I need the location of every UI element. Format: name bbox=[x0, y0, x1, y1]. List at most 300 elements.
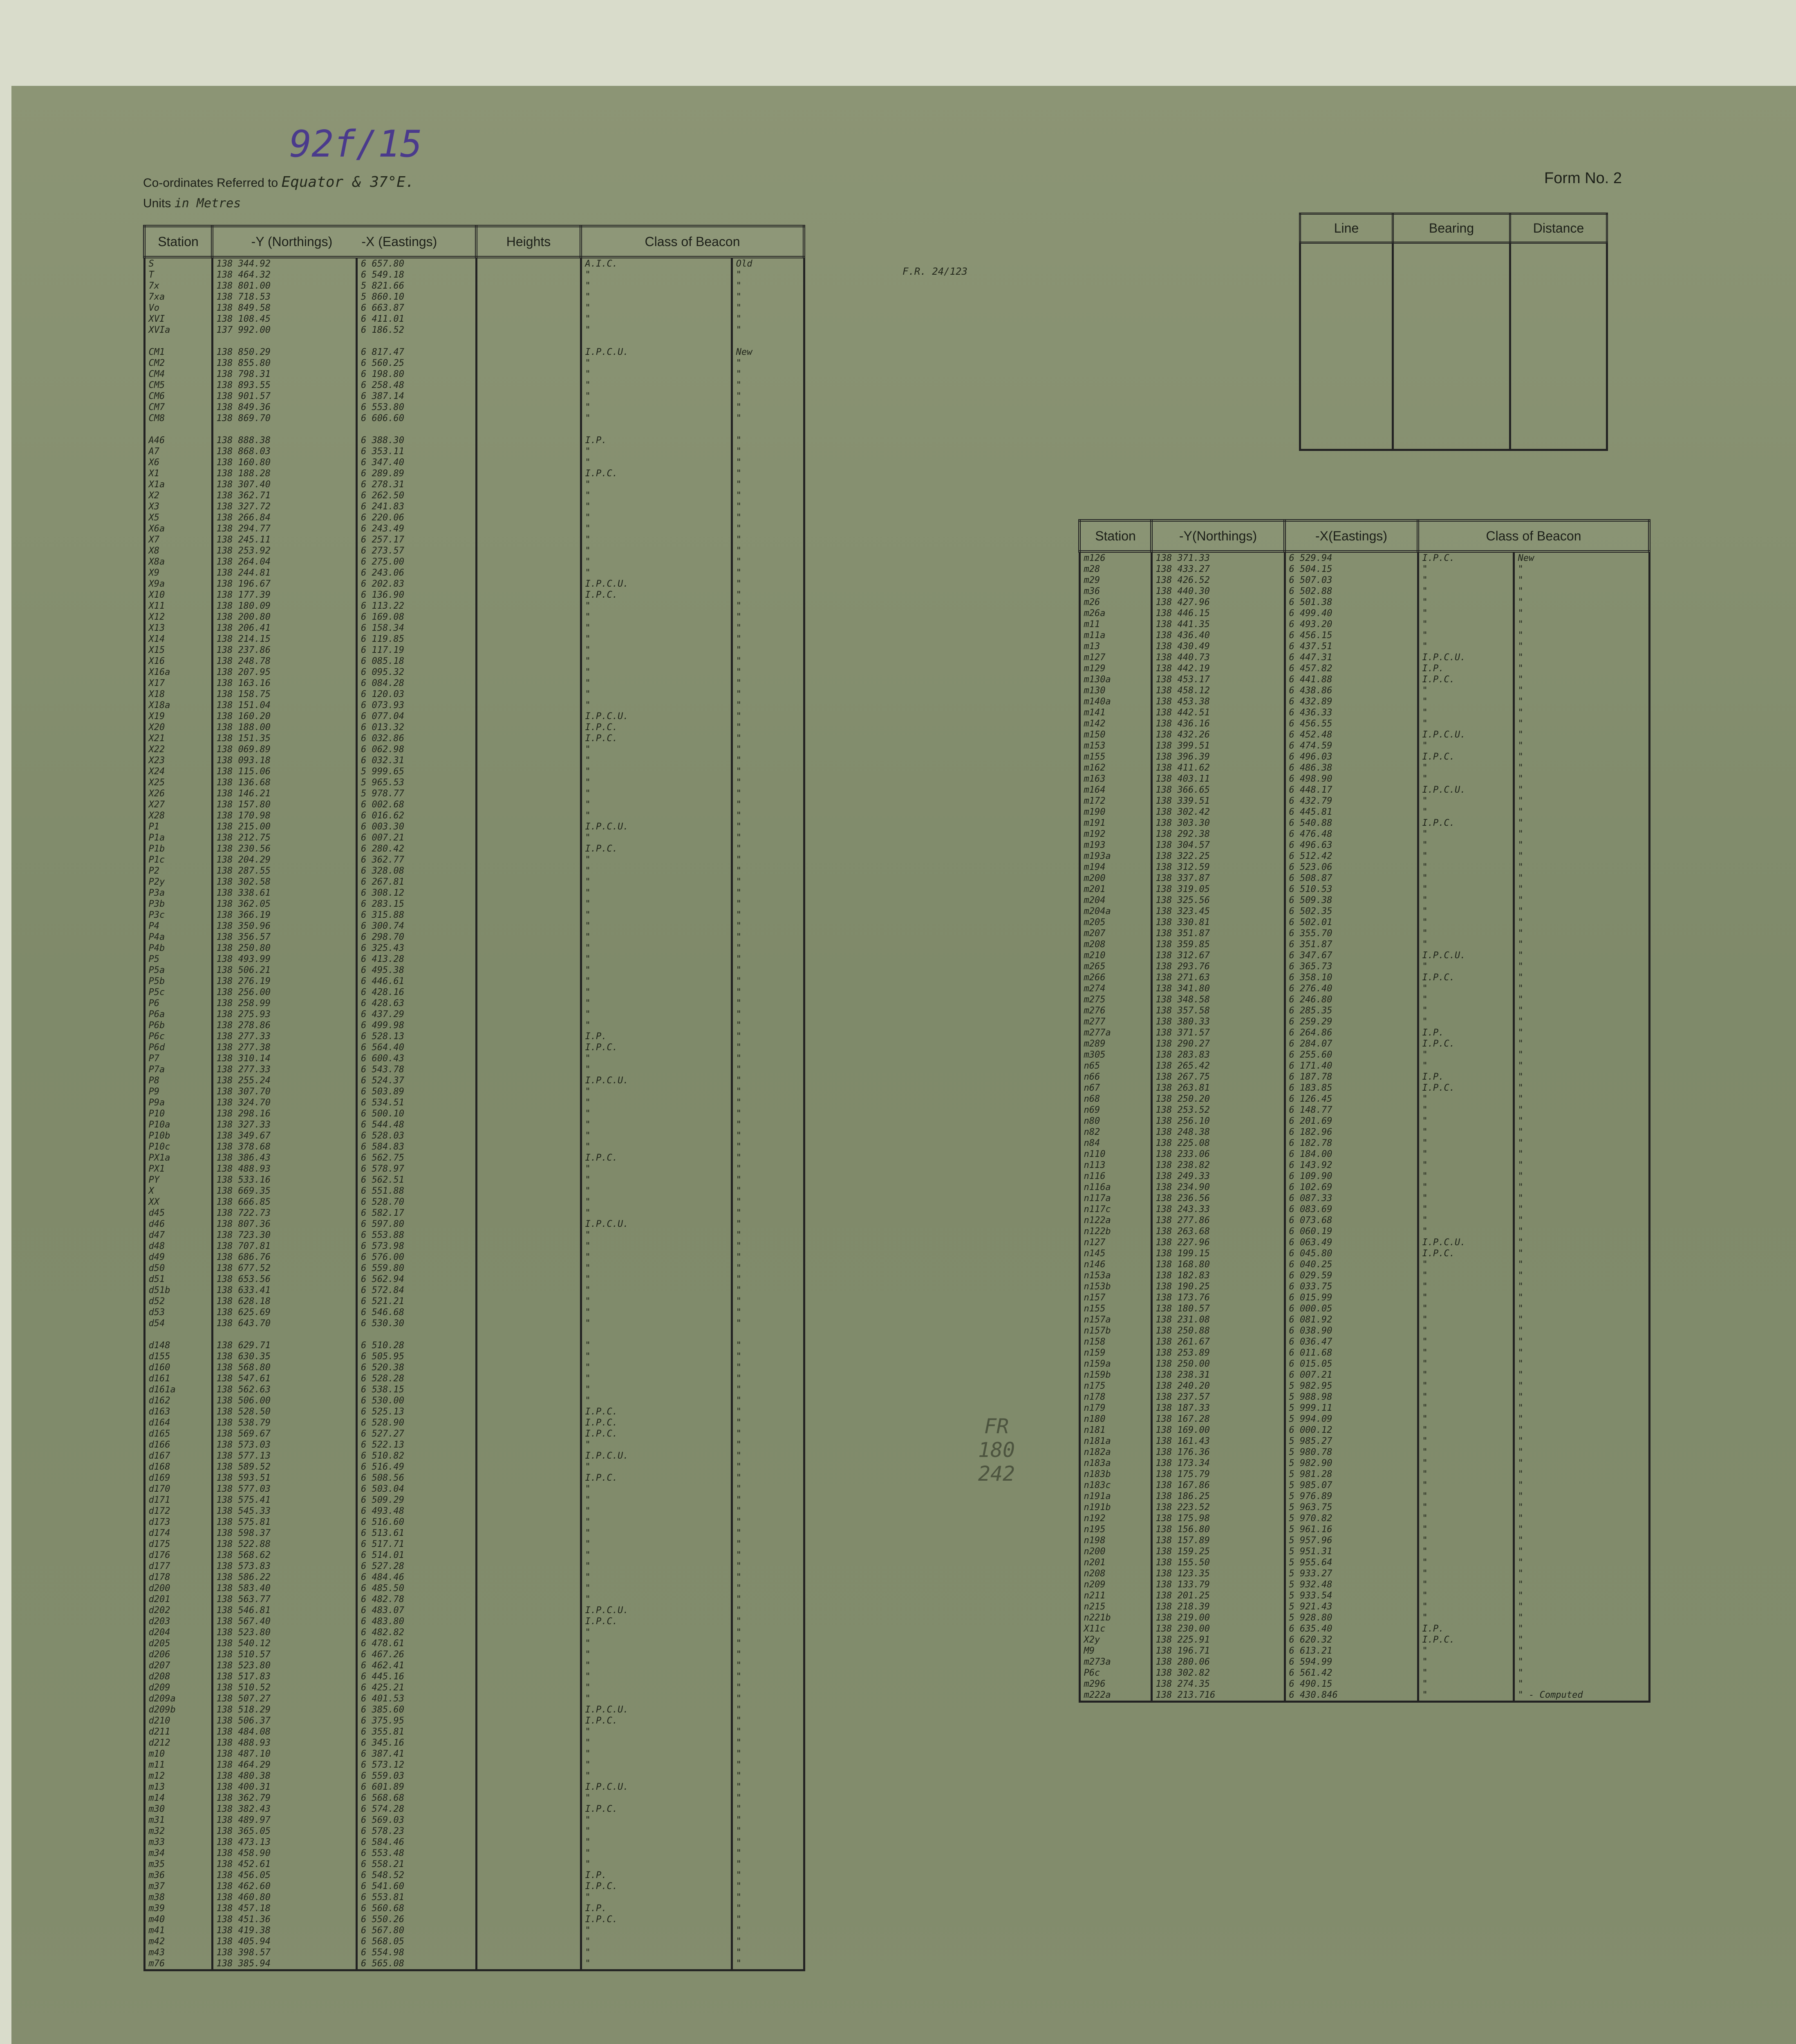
table-cell: I.P. bbox=[1418, 1027, 1514, 1038]
table-cell: " bbox=[1514, 1524, 1649, 1535]
table-cell: " bbox=[1514, 575, 1649, 586]
table-cell: 6 275.00 bbox=[357, 556, 477, 567]
table-cell: n157a bbox=[1079, 1314, 1151, 1325]
table-cell: " bbox=[581, 755, 732, 766]
table-cell: 138 686.76 bbox=[212, 1252, 357, 1263]
table-cell: " bbox=[581, 1230, 732, 1241]
table-cell: " bbox=[1514, 751, 1649, 762]
table-cell: n146 bbox=[1079, 1259, 1151, 1270]
table-cell: 138 175.79 bbox=[1151, 1469, 1285, 1480]
table-cell: 5 980.78 bbox=[1285, 1447, 1418, 1458]
heights-cell bbox=[476, 1152, 581, 1163]
heights-cell bbox=[476, 1947, 581, 1958]
table-row bbox=[144, 1517, 804, 1528]
table-cell: d164 bbox=[144, 1417, 212, 1428]
table-cell: I.P.C. bbox=[1418, 1248, 1514, 1259]
table-cell: 138 267.75 bbox=[1151, 1071, 1285, 1083]
table-cell: " bbox=[732, 291, 804, 303]
table-cell: " bbox=[732, 1550, 804, 1561]
table-cell: 6 169.08 bbox=[357, 612, 477, 623]
table-cell: " bbox=[732, 645, 804, 656]
table-cell: " bbox=[1514, 950, 1649, 961]
table-cell: 6 220.06 bbox=[357, 512, 477, 523]
table-cell: 138 069.89 bbox=[212, 744, 357, 755]
table-row bbox=[144, 832, 804, 843]
table-row bbox=[144, 1859, 804, 1870]
table-cell: " bbox=[1514, 1038, 1649, 1049]
table-cell: " bbox=[732, 1594, 804, 1605]
table-cell: " bbox=[1418, 1049, 1514, 1060]
table-cell: P6a bbox=[144, 1009, 212, 1020]
table-row bbox=[1079, 1127, 1649, 1138]
table-cell: S bbox=[144, 257, 212, 269]
table-cell: 6 578.23 bbox=[357, 1826, 477, 1837]
col-distance: Distance bbox=[1510, 214, 1607, 243]
table-row bbox=[1079, 1116, 1649, 1127]
table-cell: n215 bbox=[1079, 1601, 1151, 1612]
table-row bbox=[144, 1715, 804, 1726]
table-cell: 6 347.67 bbox=[1285, 950, 1418, 961]
heights-cell bbox=[476, 1859, 581, 1870]
table-cell: " bbox=[732, 1903, 804, 1914]
table-cell: " bbox=[1418, 906, 1514, 917]
heights-cell bbox=[476, 1793, 581, 1804]
table-cell: m37 bbox=[144, 1881, 212, 1892]
table-row bbox=[144, 1914, 804, 1925]
table-cell: 6 345.16 bbox=[357, 1737, 477, 1748]
table-cell: 6 559.80 bbox=[357, 1263, 477, 1274]
table-cell: " bbox=[581, 1660, 732, 1671]
table-cell: " bbox=[581, 1174, 732, 1186]
table-cell: " bbox=[1514, 1557, 1649, 1568]
table-row bbox=[1079, 1193, 1649, 1204]
table-row bbox=[1079, 1634, 1649, 1645]
table-cell: " bbox=[1418, 1116, 1514, 1127]
heights-cell bbox=[476, 1903, 581, 1914]
table-cell: X18a bbox=[144, 700, 212, 711]
table-cell: " bbox=[732, 711, 804, 722]
table-row bbox=[1079, 1502, 1649, 1513]
table-cell: d54 bbox=[144, 1318, 212, 1329]
table-row bbox=[144, 1119, 804, 1130]
table-cell: PX1a bbox=[144, 1152, 212, 1163]
table-cell: 138 798.31 bbox=[212, 369, 357, 380]
table-row bbox=[1079, 1160, 1649, 1171]
table-cell: 138 225.08 bbox=[1151, 1138, 1285, 1149]
table-row bbox=[1079, 1491, 1649, 1502]
table-cell: 138 277.33 bbox=[212, 1064, 357, 1075]
table-cell: 138 307.40 bbox=[212, 479, 357, 490]
heights-cell bbox=[476, 1020, 581, 1031]
table-cell: 138 304.57 bbox=[1151, 840, 1285, 851]
table-cell: 138 356.57 bbox=[212, 932, 357, 943]
table-cell: n179 bbox=[1079, 1403, 1151, 1414]
table-cell: 138 238.82 bbox=[1151, 1160, 1285, 1171]
table-cell: I.P.C. bbox=[1418, 818, 1514, 829]
heights-cell bbox=[476, 1461, 581, 1472]
bearing-cell bbox=[1300, 243, 1393, 450]
table-cell: 6 430.846 bbox=[1285, 1690, 1418, 1702]
table-cell: " bbox=[1514, 1634, 1649, 1645]
table-row bbox=[1079, 762, 1649, 773]
table-cell: " bbox=[732, 1197, 804, 1208]
table-cell: " bbox=[1418, 762, 1514, 773]
table-cell: n201 bbox=[1079, 1557, 1151, 1568]
heights-cell bbox=[476, 777, 581, 788]
table-cell: 138 093.18 bbox=[212, 755, 357, 766]
table-cell: 6 561.42 bbox=[1285, 1667, 1418, 1679]
table-cell: I.P.C. bbox=[581, 1804, 732, 1815]
table-cell: " bbox=[732, 413, 804, 424]
table-cell: 6 182.78 bbox=[1285, 1138, 1418, 1149]
table-cell: " bbox=[581, 910, 732, 921]
table-cell: 138 280.06 bbox=[1151, 1656, 1285, 1667]
table-cell: 6 573.12 bbox=[357, 1759, 477, 1771]
table-cell: " bbox=[732, 777, 804, 788]
table-cell: " bbox=[581, 744, 732, 755]
heights-cell bbox=[476, 876, 581, 888]
table-cell: m296 bbox=[1079, 1679, 1151, 1690]
table-cell: " bbox=[1514, 1116, 1649, 1127]
table-cell: " bbox=[732, 678, 804, 689]
table-cell: 6 315.88 bbox=[357, 910, 477, 921]
table-cell: " bbox=[1514, 1083, 1649, 1094]
heights-cell bbox=[476, 1241, 581, 1252]
table-cell: " bbox=[581, 1826, 732, 1837]
table-cell: 138 167.28 bbox=[1151, 1414, 1285, 1425]
table-cell: " bbox=[732, 303, 804, 314]
table-cell: " bbox=[581, 1837, 732, 1848]
table-cell: 6 502.35 bbox=[1285, 906, 1418, 917]
table-cell: d201 bbox=[144, 1594, 212, 1605]
table-cell: " bbox=[732, 325, 804, 336]
table-cell: " bbox=[1514, 1568, 1649, 1579]
table-cell: m222a bbox=[1079, 1690, 1151, 1702]
table-cell: " bbox=[1418, 1403, 1514, 1414]
table-row bbox=[144, 1461, 804, 1472]
table-cell: " bbox=[732, 1119, 804, 1130]
table-cell: " bbox=[1418, 1347, 1514, 1358]
table-cell: " bbox=[1514, 1491, 1649, 1502]
heights-cell bbox=[476, 1682, 581, 1693]
heights-cell bbox=[476, 689, 581, 700]
table-cell: " bbox=[1418, 1016, 1514, 1027]
table-row bbox=[144, 435, 804, 446]
table-cell: " bbox=[732, 1020, 804, 1031]
folio-mark: 92f/15 bbox=[289, 123, 423, 166]
table-cell: " bbox=[1514, 928, 1649, 939]
table-cell: " bbox=[732, 1130, 804, 1141]
table-row bbox=[1079, 1259, 1649, 1270]
table-cell: d48 bbox=[144, 1241, 212, 1252]
table-cell: New bbox=[732, 347, 804, 358]
table-cell: 6 413.28 bbox=[357, 954, 477, 965]
table-cell: " bbox=[1514, 1226, 1649, 1237]
table-cell: 6 446.61 bbox=[357, 976, 477, 987]
table-cell: I.P.C. bbox=[581, 1616, 732, 1627]
table-cell: 6 007.21 bbox=[1285, 1369, 1418, 1381]
table-cell: X17 bbox=[144, 678, 212, 689]
table-row bbox=[144, 1881, 804, 1892]
table-cell: " bbox=[581, 1671, 732, 1682]
table-cell: 6 528.13 bbox=[357, 1031, 477, 1042]
heights-cell bbox=[476, 943, 581, 954]
table-cell: " bbox=[732, 788, 804, 799]
table-row bbox=[1079, 1281, 1649, 1292]
table-row bbox=[144, 910, 804, 921]
table-cell: 6 510.82 bbox=[357, 1450, 477, 1461]
table-cell: 138 436.40 bbox=[1151, 630, 1285, 641]
table-cell: n180 bbox=[1079, 1414, 1151, 1425]
table-cell: " bbox=[581, 1318, 732, 1329]
table-cell: 6 040.25 bbox=[1285, 1259, 1418, 1270]
table-row bbox=[1079, 1458, 1649, 1469]
table-cell: 138 460.80 bbox=[212, 1892, 357, 1903]
table-cell: 6 530.00 bbox=[357, 1395, 477, 1406]
table-row bbox=[1079, 1369, 1649, 1381]
table-cell: P4a bbox=[144, 932, 212, 943]
table-cell: 6 085.18 bbox=[357, 656, 477, 667]
table-cell: " bbox=[1418, 1667, 1514, 1679]
table-row bbox=[144, 634, 804, 645]
table-cell: 138 583.40 bbox=[212, 1583, 357, 1594]
table-cell: I.P.C. bbox=[1418, 972, 1514, 983]
table-cell: " bbox=[732, 1616, 804, 1627]
table-row bbox=[144, 413, 804, 424]
table-cell: 6 496.03 bbox=[1285, 751, 1418, 762]
margin-pencil-note: FR 180 242 bbox=[978, 1414, 1015, 1486]
table-cell: " bbox=[1418, 1358, 1514, 1369]
table-cell: 6 003.30 bbox=[357, 821, 477, 832]
table-cell: " bbox=[581, 391, 732, 402]
table-cell: 138 136.68 bbox=[212, 777, 357, 788]
table-cell: X11c bbox=[1079, 1623, 1151, 1634]
table-cell: " bbox=[732, 1726, 804, 1737]
table-cell: X13 bbox=[144, 623, 212, 634]
table-cell: d203 bbox=[144, 1616, 212, 1627]
fr-note: F.R. 24/123 bbox=[902, 266, 967, 277]
table-cell: " bbox=[732, 1682, 804, 1693]
table-row bbox=[1079, 851, 1649, 862]
table-row bbox=[1079, 597, 1649, 608]
table-row bbox=[144, 843, 804, 854]
heights-cell bbox=[476, 291, 581, 303]
table-cell: I.P.C. bbox=[581, 722, 732, 733]
table-row bbox=[144, 1318, 804, 1329]
table-cell: " bbox=[1418, 1436, 1514, 1447]
table-cell: " bbox=[1418, 1226, 1514, 1237]
table-row bbox=[1079, 1535, 1649, 1546]
table-cell: " bbox=[581, 413, 732, 424]
table-cell: 138 411.62 bbox=[1151, 762, 1285, 773]
table-row bbox=[144, 1086, 804, 1097]
table-cell: " bbox=[581, 777, 732, 788]
table-cell: 138 231.08 bbox=[1151, 1314, 1285, 1325]
table-row bbox=[144, 821, 804, 832]
table-row bbox=[144, 1384, 804, 1395]
table-cell: " bbox=[732, 623, 804, 634]
table-row bbox=[144, 479, 804, 490]
table-row bbox=[1079, 1403, 1649, 1414]
heights-cell bbox=[476, 490, 581, 501]
table-cell: 6 441.88 bbox=[1285, 674, 1418, 685]
table-row bbox=[1079, 807, 1649, 818]
table-cell: 138 243.33 bbox=[1151, 1204, 1285, 1215]
table-row bbox=[144, 1263, 804, 1274]
table-cell: " bbox=[581, 1186, 732, 1197]
table-cell: n69 bbox=[1079, 1105, 1151, 1116]
table-cell: X23 bbox=[144, 755, 212, 766]
table-cell: " bbox=[732, 1936, 804, 1947]
table-cell: 138 453.38 bbox=[1151, 696, 1285, 707]
table-cell: 6 375.95 bbox=[357, 1715, 477, 1726]
table-cell: " bbox=[1514, 1138, 1649, 1149]
table-cell: " bbox=[581, 854, 732, 865]
table-row bbox=[144, 1528, 804, 1539]
table-cell: 138 339.51 bbox=[1151, 796, 1285, 807]
table-cell: I.P.C.U. bbox=[581, 1219, 732, 1230]
table-cell: 6 171.40 bbox=[1285, 1060, 1418, 1071]
table-cell bbox=[581, 424, 732, 435]
table-cell: 138 303.30 bbox=[1151, 818, 1285, 829]
table-cell: 138 327.72 bbox=[212, 501, 357, 512]
table-cell: n191a bbox=[1079, 1491, 1151, 1502]
table-cell: X7 bbox=[144, 534, 212, 545]
table-cell: 6 264.86 bbox=[1285, 1027, 1418, 1038]
heights-cell bbox=[476, 402, 581, 413]
table-cell: " bbox=[581, 700, 732, 711]
table-cell: " bbox=[581, 1285, 732, 1296]
heights-cell bbox=[476, 888, 581, 899]
table-cell: 138 396.39 bbox=[1151, 751, 1285, 762]
table-cell: m129 bbox=[1079, 663, 1151, 674]
table-cell: 138 250.80 bbox=[212, 943, 357, 954]
heights-cell bbox=[476, 1517, 581, 1528]
table-row bbox=[144, 1439, 804, 1450]
heights-cell bbox=[476, 1771, 581, 1782]
table-cell: 138 487.10 bbox=[212, 1748, 357, 1759]
heights-cell bbox=[476, 1252, 581, 1263]
table-cell: " bbox=[581, 567, 732, 578]
table-cell: 138 292.38 bbox=[1151, 829, 1285, 840]
table-cell: " bbox=[1418, 1535, 1514, 1546]
table-cell: 6 503.04 bbox=[357, 1484, 477, 1495]
table-cell: " bbox=[1514, 1005, 1649, 1016]
table-cell: n221b bbox=[1079, 1612, 1151, 1623]
table-cell: " bbox=[732, 744, 804, 755]
table-row bbox=[144, 1406, 804, 1417]
table-cell: m305 bbox=[1079, 1049, 1151, 1060]
table-cell: " bbox=[732, 1152, 804, 1163]
table-cell: 6 516.49 bbox=[357, 1461, 477, 1472]
heights-cell bbox=[476, 1726, 581, 1737]
table-cell: m28 bbox=[1079, 564, 1151, 575]
table-cell: " bbox=[1418, 773, 1514, 784]
table-cell: 5 970.82 bbox=[1285, 1513, 1418, 1524]
table-cell: d45 bbox=[144, 1208, 212, 1219]
table-cell: " bbox=[1418, 586, 1514, 597]
table-cell: 6 584.83 bbox=[357, 1141, 477, 1152]
heights-cell bbox=[476, 1815, 581, 1826]
table-cell: " bbox=[581, 1086, 732, 1097]
table-cell: n66 bbox=[1079, 1071, 1151, 1083]
table-cell: I.P. bbox=[1418, 663, 1514, 674]
table-cell: " bbox=[1514, 1590, 1649, 1601]
table-cell: " bbox=[732, 1274, 804, 1285]
table-cell: " bbox=[732, 1340, 804, 1351]
heights-cell bbox=[476, 1892, 581, 1903]
heights-cell bbox=[476, 380, 581, 391]
table-cell: 6 187.78 bbox=[1285, 1071, 1418, 1083]
table-cell: " bbox=[581, 303, 732, 314]
table-cell: 138 253.52 bbox=[1151, 1105, 1285, 1116]
table-cell: " bbox=[732, 490, 804, 501]
table-cell: " bbox=[732, 1108, 804, 1119]
heights-cell bbox=[476, 1108, 581, 1119]
table-cell: n159 bbox=[1079, 1347, 1151, 1358]
table-cell: " bbox=[1418, 1292, 1514, 1303]
table-cell: 6 478.61 bbox=[357, 1638, 477, 1649]
table-cell: " bbox=[732, 965, 804, 976]
table-cell: " bbox=[581, 380, 732, 391]
table-cell: 6 550.26 bbox=[357, 1914, 477, 1925]
heights-cell bbox=[476, 1594, 581, 1605]
col-eastings: -X (Eastings) bbox=[361, 234, 437, 249]
table-cell: " bbox=[732, 1031, 804, 1042]
table-cell: 138 575.81 bbox=[212, 1517, 357, 1528]
table-cell: " bbox=[1418, 1392, 1514, 1403]
table-cell: m141 bbox=[1079, 707, 1151, 718]
heights-cell bbox=[476, 1373, 581, 1384]
table-cell: d155 bbox=[144, 1351, 212, 1362]
table-cell: 6 501.38 bbox=[1285, 597, 1418, 608]
table-cell: n68 bbox=[1079, 1094, 1151, 1105]
table-row bbox=[144, 1660, 804, 1671]
table-cell: 6 276.40 bbox=[1285, 983, 1418, 994]
table-cell: " bbox=[1514, 608, 1649, 619]
table-row bbox=[144, 457, 804, 468]
table-cell: P7 bbox=[144, 1053, 212, 1064]
table-row bbox=[144, 1616, 804, 1627]
table-cell: n195 bbox=[1079, 1524, 1151, 1535]
table-cell: 138 378.68 bbox=[212, 1141, 357, 1152]
table-row bbox=[144, 1936, 804, 1947]
table-cell: 6 437.29 bbox=[357, 1009, 477, 1020]
table-cell: 138 399.51 bbox=[1151, 740, 1285, 751]
table-cell: " bbox=[581, 601, 732, 612]
table-cell: " bbox=[732, 1362, 804, 1373]
table-cell: " bbox=[732, 1771, 804, 1782]
heights-cell bbox=[476, 612, 581, 623]
heights-cell bbox=[476, 865, 581, 876]
table-cell: 6 284.07 bbox=[1285, 1038, 1418, 1049]
table-cell: 138 849.58 bbox=[212, 303, 357, 314]
table-row bbox=[1079, 994, 1649, 1005]
heights-cell bbox=[476, 821, 581, 832]
table-row bbox=[1079, 1568, 1649, 1579]
heights-cell bbox=[476, 1737, 581, 1748]
table-cell: d209a bbox=[144, 1693, 212, 1704]
table-cell: I.P. bbox=[1418, 1623, 1514, 1634]
table-cell: 6 328.08 bbox=[357, 865, 477, 876]
table-cell: 138 801.00 bbox=[212, 280, 357, 291]
table-cell: 6 484.46 bbox=[357, 1572, 477, 1583]
table-row bbox=[1079, 1381, 1649, 1392]
table-cell: " bbox=[581, 1947, 732, 1958]
table-cell: 138 855.80 bbox=[212, 358, 357, 369]
table-cell: 6 538.15 bbox=[357, 1384, 477, 1395]
table-cell: 6 495.38 bbox=[357, 965, 477, 976]
